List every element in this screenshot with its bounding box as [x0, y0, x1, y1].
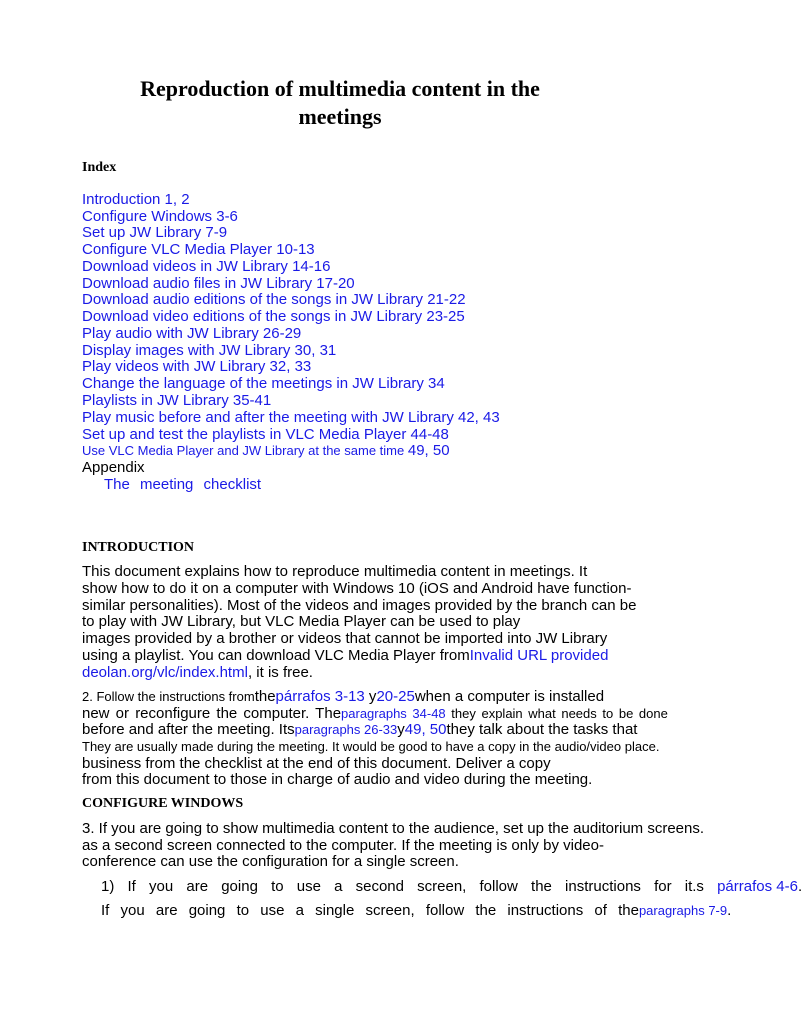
- configure-windows-heading: CONFIGURE WINDOWS: [82, 796, 244, 811]
- paragraph-2-line-4: They are usually made during the meeting. It would be good to have a copy in the audio/video place.: [82, 739, 660, 754]
- index-link-download-audio[interactable]: Download audio files in JW Library 17-20: [82, 275, 355, 292]
- paragraph-2-line-1: [82, 688, 604, 705]
- index-link-download-videos[interactable]: Download videos in JW Library 14-16: [82, 258, 331, 275]
- index-link-vlc-and-jw-text: Use VLC Media Player and JW Library at the same time: [82, 443, 408, 458]
- index-link-display-images[interactable]: Display images with JW Library 30, 31: [82, 342, 337, 359]
- p2-text-i: they explain what needs to be done: [445, 706, 668, 721]
- index-link-play-music[interactable]: Play music before and after the meeting with JW Library 42, 43: [82, 409, 500, 426]
- document-title: Reproduction of multimedia content in the: [140, 76, 540, 101]
- index-link-setup-jw-library[interactable]: Set up JW Library 7-9: [82, 224, 228, 241]
- paragraph-3-line-3: conference can use the configuration for a single screen.: [82, 853, 459, 870]
- item-1-text: 1) If you are going to use a second screen, follow the instructions for it.s: [101, 878, 718, 895]
- intro-line-7-text: , it is free.: [247, 664, 313, 681]
- index-link-vlc-playlists[interactable]: Set up and test the playlists in VLC Media Player 44-48: [82, 426, 449, 443]
- index-link-change-language[interactable]: Change the language of the meetings in JW Library 34: [82, 375, 445, 392]
- item-2-end: .: [727, 902, 732, 919]
- paragraph-2-line-3: [82, 721, 637, 738]
- p2-text-j: before and after the meeting. Its: [82, 721, 295, 738]
- paragraph-3-line-2: as a second screen connected to the computer. If the meeting is only by video-: [82, 837, 604, 854]
- index-link-configure-windows[interactable]: Configure Windows 3-6: [82, 208, 238, 225]
- intro-line-6: [82, 647, 608, 664]
- index-link-vlc-and-jw-nums: 49, 50: [407, 442, 450, 459]
- paragraph-2-line-5: business from the checklist at the end of this document. Deliver a copy: [82, 755, 551, 772]
- appendix-label: Appendix: [82, 459, 145, 476]
- list-item-second-screen: [101, 878, 802, 895]
- document-title-line2: meetings: [298, 104, 382, 129]
- index-link-audio-songs[interactable]: Download audio editions of the songs in JW Library 21-22: [82, 291, 466, 308]
- intro-line-2: show how to do it on a computer with Windows 10 (iOS and Android have function-: [82, 580, 632, 597]
- intro-line-4: to play with JW Library, but VLC Media Player can be used to play: [82, 613, 521, 630]
- vlc-download-link[interactable]: Invalid URL provided: [469, 647, 609, 664]
- intro-line-3: similar personalities). Most of the videos and images provided by the branch can be: [82, 597, 637, 614]
- link-paragraphs-7-9[interactable]: paragraphs 7-9: [638, 903, 728, 918]
- index-link-play-videos[interactable]: Play videos with JW Library 32, 33: [82, 358, 312, 375]
- paragraph-2-line-6: from this document to those in charge of audio and video during the meeting.: [82, 771, 593, 788]
- p2-link-49-50[interactable]: 49, 50: [404, 721, 447, 738]
- p2-link-3-13[interactable]: párrafos 3-13: [275, 688, 365, 705]
- index-link-configure-vlc[interactable]: Configure VLC Media Player 10-13: [82, 241, 315, 258]
- index-link-video-songs[interactable]: Download video editions of the songs in JW Library 23-25: [82, 308, 465, 325]
- introduction-heading: INTRODUCTION: [82, 540, 195, 555]
- index-heading: Index: [82, 160, 117, 175]
- list-item-single-screen: [101, 902, 731, 919]
- p2-link-20-25[interactable]: 20-25: [376, 688, 415, 705]
- intro-line-1: This document explains how to reproduce multimedia content in meetings. It: [82, 563, 588, 580]
- item-1-end: .: [797, 878, 802, 895]
- p2-link-34-48[interactable]: paragraphs 34-48: [341, 706, 446, 721]
- intro-line-7: [82, 664, 313, 681]
- vlc-url-link[interactable]: deolan.org/vlc/index.html: [82, 664, 248, 681]
- p2-link-26-33[interactable]: paragraphs 26-33: [294, 722, 398, 737]
- index-link-vlc-and-jw[interactable]: [82, 442, 450, 459]
- item-2-text: If you are going to use a single screen, follow the instructions of the: [101, 902, 639, 919]
- intro-line-6-text: using a playlist. You can download VLC Media Player from: [82, 647, 470, 664]
- appendix-link-checklist[interactable]: The meeting checklist: [104, 476, 262, 493]
- p2-text-g: new or reconfigure the computer. The: [82, 705, 342, 722]
- index-link-play-audio[interactable]: Play audio with JW Library 26-29: [82, 325, 302, 342]
- paragraph-2-line-2: [82, 705, 668, 722]
- link-paragraphs-4-6[interactable]: párrafos 4-6: [717, 878, 798, 895]
- p2-text-l: y: [397, 721, 405, 738]
- p2-text-n: they talk about the tasks that: [446, 721, 638, 738]
- p2-text-d: y: [364, 688, 377, 705]
- p2-text-b: the: [254, 688, 276, 705]
- intro-line-5: images provided by a brother or videos that cannot be imported into JW Library: [82, 630, 608, 647]
- paragraph-3-line-1: 3. If you are going to show multimedia content to the audience, set up the auditorium screens.: [82, 820, 705, 837]
- p2-text-f: when a computer is installed: [414, 688, 605, 705]
- index-link-introduction[interactable]: Introduction 1, 2: [82, 191, 190, 208]
- index-link-playlists[interactable]: Playlists in JW Library 35-41: [82, 392, 272, 409]
- p2-text-a: 2. Follow the instructions from: [82, 689, 255, 704]
